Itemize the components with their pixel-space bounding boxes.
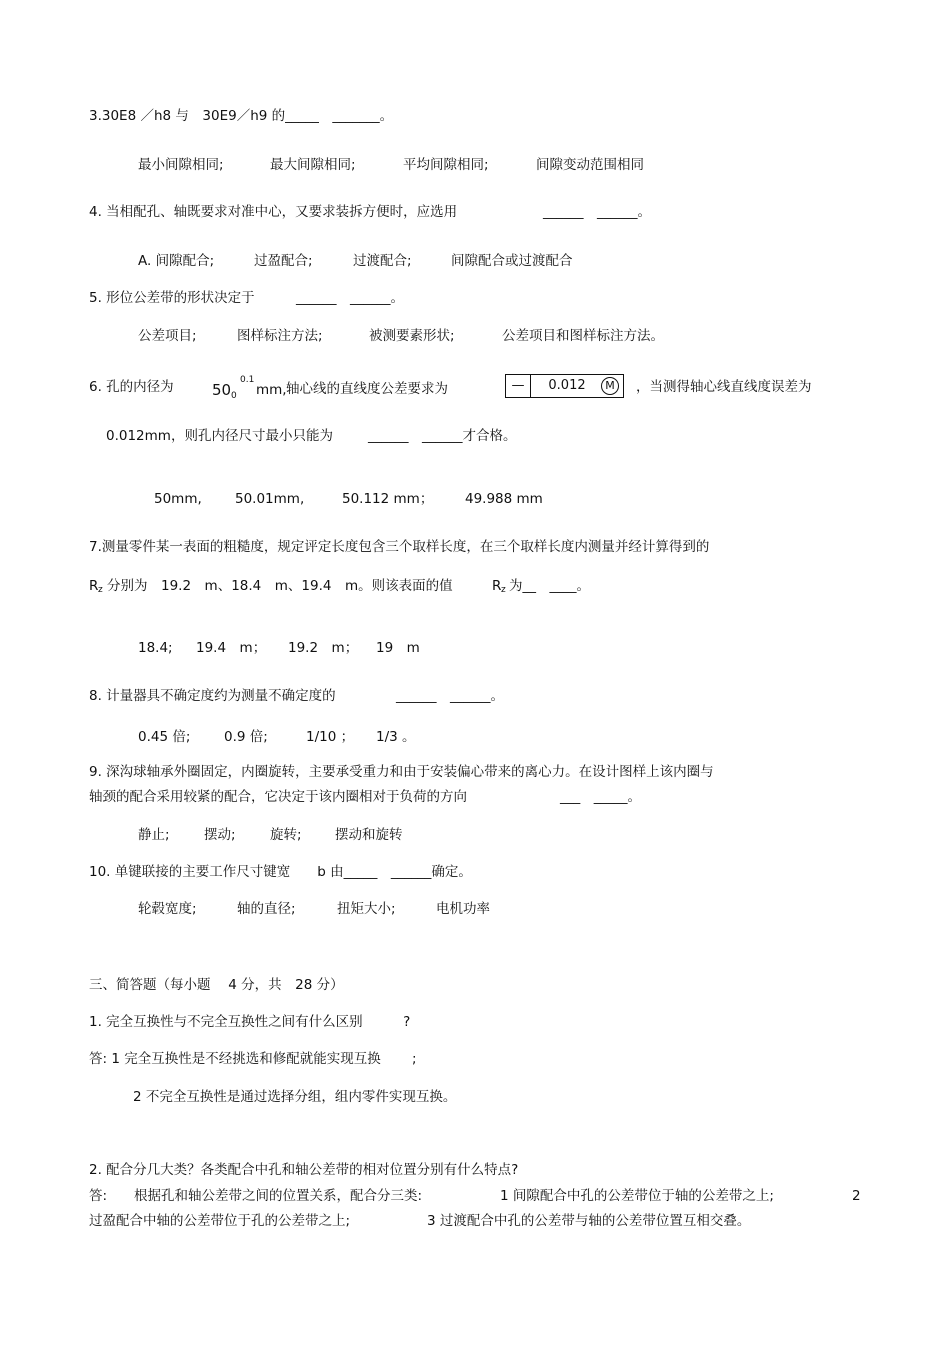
q6-option-c: 50.112 mm； [342,491,434,507]
q5-option-b: 图样标注方法; [237,328,323,344]
short-q2-answer-intro: 答: 根据孔和轴公差带之间的位置关系，配合分三类: [89,1188,423,1204]
q9-option-c: 旋转; [270,827,302,843]
q5-option-c: 被测要素形状; [369,328,455,344]
frame-divider [530,375,531,397]
q4-option-b: 过盈配合; [254,253,313,269]
q7-rz-symbol: R [89,578,99,594]
q3-option-d: 间隙变动范围相同 [536,157,644,173]
q8-blank: ______ ______。 [396,688,504,704]
q7-rz-subscript-2: z [501,585,506,595]
q10-option-c: 扭矩大小; [337,901,396,917]
q6-dimension-unit: mm, [256,382,287,398]
q5-option-a: 公差项目; [138,328,197,344]
q6-option-d: 49.988 mm [465,491,543,507]
short-q1-answer-1: 答: 1 完全互换性是不经挑选和修配就能实现互换 ; [89,1051,417,1067]
q8-option-b: 0.9 倍; [224,729,268,745]
q4-stem: 4. 当相配孔、轴既要求对准中心，又要求装拆方便时，应选用 [89,204,458,220]
q5-blank: ______ ______。 [296,290,404,306]
q9-option-a: 静止; [138,827,170,843]
q7-rz-symbol-2: R [492,578,502,594]
q8-option-c: 1/10 ； [306,729,355,745]
q10-option-a: 轮毂宽度; [138,901,197,917]
q7-option-d: 19 m [376,640,420,656]
q6-dimension-upper: 0.1 [240,375,255,385]
max-material-modifier-icon: M [601,377,619,395]
q5-option-d: 公差项目和图样标注方法。 [502,328,664,344]
q7-blank: 为__ ____。 [509,578,590,594]
q6-prefix: 6. 孔的内径为 [89,379,174,395]
tolerance-frame [505,374,624,398]
q9-option-d: 摆动和旋转 [335,827,403,843]
q9-line2: 轴颈的配合采用较紧的配合，它决定于该内圈相对于负荷的方向 [89,789,467,805]
q7-option-a: 18.4; [138,640,173,656]
q6-dimension-base: 50 [212,381,232,399]
q3-option-b: 最大间隙相同; [270,157,356,173]
short-q2-answer-interference: 过盈配合中轴的公差带位于孔的公差带之上; [89,1213,351,1229]
short-q2-question: 2. 配合分几大类？各类配合中孔和轴公差带的相对位置分别有什么特点? [89,1162,519,1178]
q6-dimension-lower: 0 [231,391,237,401]
short-q2-answer-transition: 3 过渡配合中孔的公差带与轴的公差带位置互相交叠。 [427,1213,751,1229]
q8-stem: 8. 计量器具不确定度约为测量不确定度的 [89,688,336,704]
q4-option-a: A. 间隙配合; [138,253,215,269]
short-q1-question: 1. 完全互换性与不完全互换性之间有什么区别 ? [89,1014,411,1030]
q3-stem: 3.30E8 ／h8 与 30E9／h9 的_____ _______。 [89,108,394,124]
q9-blank: ___ _____。 [560,789,641,805]
q4-blank: ______ ______。 [543,204,651,220]
q3-option-c: 平均间隙相同; [403,157,489,173]
q7-rz-subscript: z [98,585,103,595]
q8-option-a: 0.45 倍; [138,729,191,745]
q10-option-b: 轴的直径; [237,901,296,917]
short-q2-answer-num2: 2 [852,1188,861,1204]
q6-option-b: 50.01mm, [235,491,305,507]
q7-line1: 7.测量零件某一表面的粗糙度，规定评定长度包含三个取样长度，在三个取样长度内测量并经计算得到的 [89,539,710,555]
q7-option-c: 19.2 m； [288,640,359,656]
q6-option-a: 50mm, [154,491,202,507]
q6-blank: ______ ______才合格。 [368,428,517,444]
q6-middle: 轴心线的直线度公差要求为 [286,381,448,397]
section-3-title: 三、简答题（每小题 4 分，共 28 分） [89,977,344,993]
frame-tolerance-value: 0.012 [548,378,586,393]
q4-option-d: 间隙配合或过渡配合 [451,253,573,269]
q3-option-a: 最小间隙相同; [138,157,224,173]
short-q1-answer-2: 2 不完全互换性是通过选择分组，组内零件实现互换。 [133,1089,457,1105]
q4-option-c: 过渡配合; [353,253,412,269]
q9-option-b: 摆动; [204,827,236,843]
q6-suffix: ，当测得轴心线直线度误差为 [636,379,812,395]
q5-stem: 5. 形位公差带的形状决定于 [89,290,255,306]
straightness-symbol: — [511,378,525,393]
q9-line1: 9. 深沟球轴承外圈固定，内圈旋转，主要承受重力和由于安装偏心带来的离心力。在设计图样上该内圈与 [89,764,714,780]
q8-option-d: 1/3 。 [376,729,416,745]
short-q2-answer-clearance: 1 间隙配合中孔的公差带位于轴的公差带之上; [500,1188,774,1204]
q6-line2: 0.012mm，则孔内径尺寸最小只能为 [106,428,333,444]
q7-line2-values: 分别为 19.2 m、18.4 m、19.4 m。则该表面的值 [107,578,453,594]
q7-option-b: 19.4 m； [196,640,267,656]
q10-option-d: 电机功率 [436,901,490,917]
q10-stem: 10. 单键联接的主要工作尺寸键宽 b 由_____ ______确定。 [89,864,472,880]
